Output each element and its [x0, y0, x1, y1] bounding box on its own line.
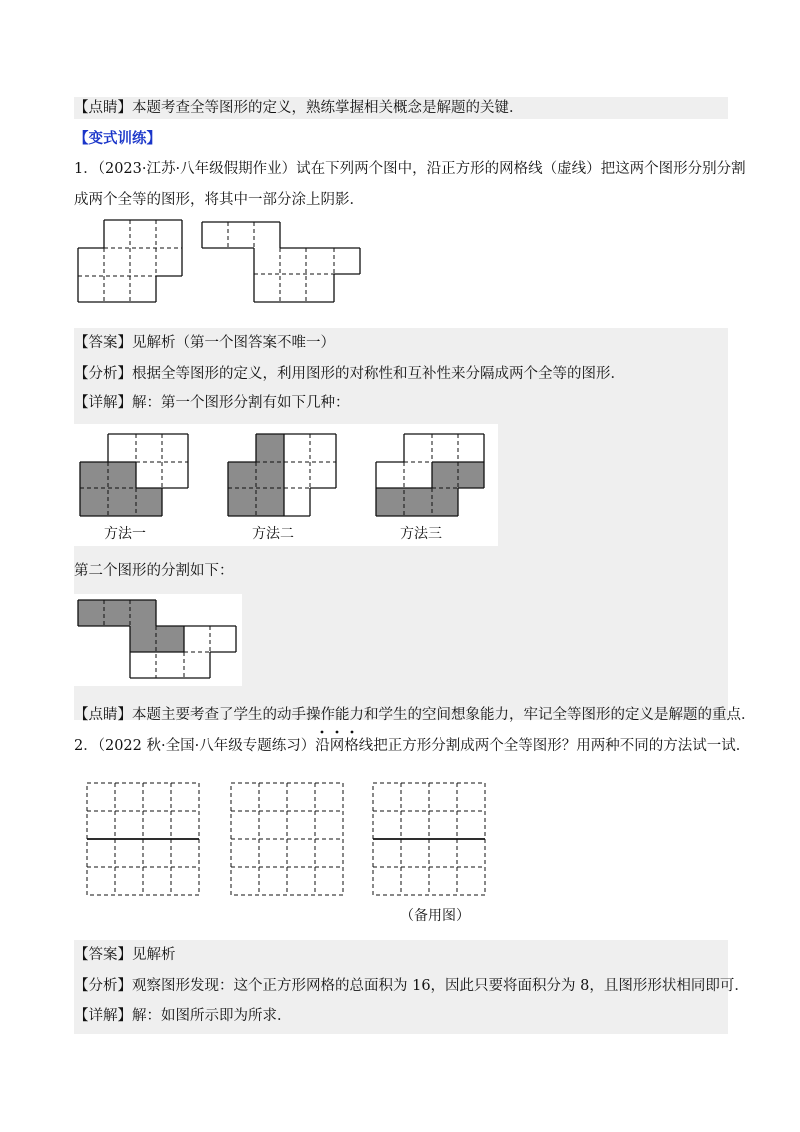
emphasis-dots [318, 728, 368, 736]
method-2-figure [226, 432, 340, 520]
q1-analysis [74, 363, 625, 385]
q2-grid-3 [372, 782, 488, 898]
tip-tag: 【点睛】 [74, 707, 132, 723]
svg-text:（备用图）: （备用图） [400, 908, 470, 924]
detail-text: 解：如图所示即为所求． [132, 1008, 292, 1024]
detail-text: 解：第一个图形分割有如下几种： [132, 395, 350, 411]
section-title: 【变式训练】 [74, 130, 161, 147]
q2-stem-before: （2022 秋·全国·八年级专题练习）沿 [97, 738, 330, 754]
tip-line [74, 97, 728, 119]
tip-text: 本题考查全等图形的定义，熟练掌握相关概念是解题的关键． [132, 100, 524, 116]
method-1-caption [102, 522, 172, 544]
detail-tag: 【详解】 [74, 1008, 132, 1024]
q1-number: 1． [74, 161, 98, 177]
tip-tag: 【点睛】 [74, 100, 132, 116]
method-2-caption [250, 522, 320, 544]
q2-stem-emphasis: 网格线 [329, 738, 374, 754]
svg-text:方法一: 方法一 [104, 526, 146, 542]
tip-text: 本题主要考查了学生的动手操作能力和学生的空间想象能力，牢记全等图形的定义是解题的重点． [132, 707, 756, 723]
svg-text:方法二: 方法二 [252, 526, 294, 542]
q1-second-figure-text: 第二个图形的分割如下： [74, 563, 234, 579]
q1-stem: （2023·江苏·八年级假期作业）试在下列两个图中，沿正方形的网格线（虚线）把这两个图形分别分割 [97, 161, 746, 177]
q2-text [74, 735, 750, 757]
detail-tag: 【详解】 [74, 395, 132, 411]
analysis-text: 根据全等图形的定义，利用图形的对称性和互补性来分隔成两个全等的图形． [132, 366, 625, 382]
spare-figure-caption [398, 904, 488, 926]
analysis-tag: 【分析】 [74, 978, 132, 994]
q2-answer [74, 944, 176, 966]
method-1-figure [78, 432, 192, 520]
analysis-text: 观察图形发现：这个正方形网格的总面积为 16，因此只要将面积分为 8，且图形形状相同即可． [132, 978, 749, 994]
q1-tip [74, 704, 756, 726]
q2-grid-1 [86, 782, 202, 898]
method-3-caption [398, 522, 468, 544]
method-3-figure [374, 432, 488, 520]
answer-text: 见解析（第一个图答案不唯一） [132, 335, 335, 351]
q2-number: 2． [74, 738, 98, 754]
q1-answer [74, 332, 335, 354]
q1-figure-a [76, 218, 186, 304]
answer-tag: 【答案】 [74, 335, 132, 351]
answer-text: 见解析 [132, 947, 176, 963]
q2-analysis [74, 975, 749, 997]
answer-tag: 【答案】 [74, 947, 132, 963]
analysis-tag: 【分析】 [74, 366, 132, 382]
second-figure [76, 598, 240, 682]
q1-text-line2: 成两个全等的图形，将其中一部分涂上阴影． [74, 192, 364, 208]
q1-figure-b [200, 220, 364, 306]
svg-text:方法三: 方法三 [400, 526, 442, 542]
q1-detail [74, 392, 350, 414]
q2-detail [74, 1005, 292, 1027]
q1-text-line1 [74, 158, 746, 180]
q2-grid-2 [230, 782, 346, 898]
q2-stem-after: 把正方形分割成两个全等图形？用两种不同的方法试一试． [373, 738, 751, 754]
